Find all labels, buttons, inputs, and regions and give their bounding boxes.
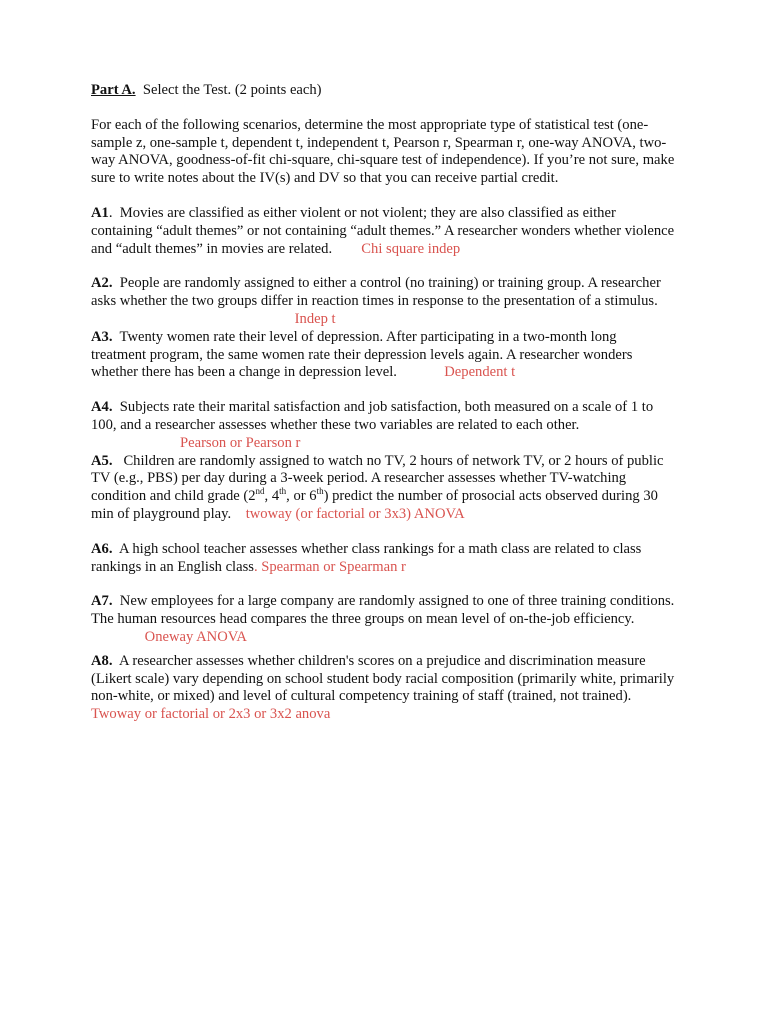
question-text: A high school teacher assesses whether class rankings for a math class are related to class rankings in an English class <box>91 540 642 575</box>
answer-text: . Spearman or Spearman r <box>253 558 406 575</box>
question-text-part: , 4 <box>264 488 280 505</box>
question-label: A5. <box>91 452 113 469</box>
superscript-th: th <box>279 486 287 497</box>
instructions: For each of the following scenarios, determine the most appropriate type of statistical test (one-sample z, one-sample t, dependent t, independent t, Pearson r, Spearman r, one-way ANOVA, two-way ANOVA, goodness-of-fit chi-square, chi-square test of independence). If you’re not sure, make sure to write notes about the IV(s) and DV so that you can receive partial credit. <box>91 116 675 187</box>
answer-text: Twoway or factorial or 2x3 or 3x2 anova <box>91 706 331 723</box>
question-label: A6. <box>91 540 113 557</box>
question-text-part: ) predict the number of prosocial acts observed during 30 min of playground play. <box>91 488 658 522</box>
answer-text: twoway (or factorial or 3x3) ANOVA <box>245 505 465 522</box>
superscript-th: th <box>316 486 324 497</box>
question-text: New employees for a large company are randomly assigned to one of three training conditions. The human resources head compares the three groups on mean level of on-the-job efficiency. <box>91 593 675 628</box>
answer-text: Oneway ANOVA <box>144 628 247 645</box>
question-text: People are randomly assigned to either a control (no training) or training group. A researcher asks whether the two groups differ in reaction times in response to the presentation of a stimulus. <box>91 275 661 310</box>
question-a5 <box>91 453 675 524</box>
question-text: Children are randomly assigned to watch no TV, 2 hours of network TV, or 2 hours of public TV (e.g., PBS) per day during a 3-week period. A researcher assesses whether TV-watching condition and child grade (2 <box>91 452 664 505</box>
question-label: A8. <box>91 652 113 669</box>
question-label: A4. <box>91 399 113 416</box>
question-a1: A1. Movies are classified as either violent or not violent; they are also classified as either containing “adult themes” or not containing “adult themes.” A researcher wonders whether violence and “adult themes” in movies are related. Chi square indep <box>91 204 675 257</box>
part-label: Part A. <box>91 82 136 98</box>
answer-text: Indep t <box>294 310 336 327</box>
part-title: Select the Test. (2 points each) <box>142 82 322 98</box>
question-a6 <box>91 541 675 577</box>
answer-text: Chi square indep <box>361 240 461 257</box>
question-text: A researcher assesses whether children's scores on a prejudice and discrimination measure (Likert scale) vary depending on school student body racial composition (primarily white, primarily non-white, or mixed) and level of cultural competency training of staff (trained, not trained). <box>91 652 675 705</box>
superscript-nd: nd <box>255 486 265 497</box>
question-label: A7. <box>91 593 113 610</box>
question-text: Movies are classified as either violent or not violent; they are also classified as either containing “adult themes” or not containing “adult themes.” A researcher wonders whether violence and “adult themes” in movies are related. <box>91 204 675 257</box>
question-label: A3. <box>91 328 113 345</box>
question-a8 <box>91 653 675 724</box>
question-a2 <box>91 275 675 328</box>
answer-text: Pearson or Pearson r <box>180 434 301 451</box>
answer-text: Dependent t <box>444 364 516 381</box>
part-heading <box>91 82 675 100</box>
question-a7 <box>91 593 675 646</box>
question-text: Twenty women rate their level of depression. After participating in a two-month long treatment program, the same women rate their depression levels again. A researcher wonders whether there has been a change in depression level. <box>91 328 633 381</box>
document-page <box>91 82 675 724</box>
question-a3 <box>91 329 675 382</box>
question-text-part: , or 6 <box>286 488 317 505</box>
question-label: A2. <box>91 275 113 292</box>
question-a4 <box>91 399 675 452</box>
question-text: Subjects rate their marital satisfaction and job satisfaction, both measured on a scale of 1 to 100, and a researcher assesses whether these two variables are related to each other. <box>91 399 654 433</box>
question-label: A1 <box>91 204 109 221</box>
